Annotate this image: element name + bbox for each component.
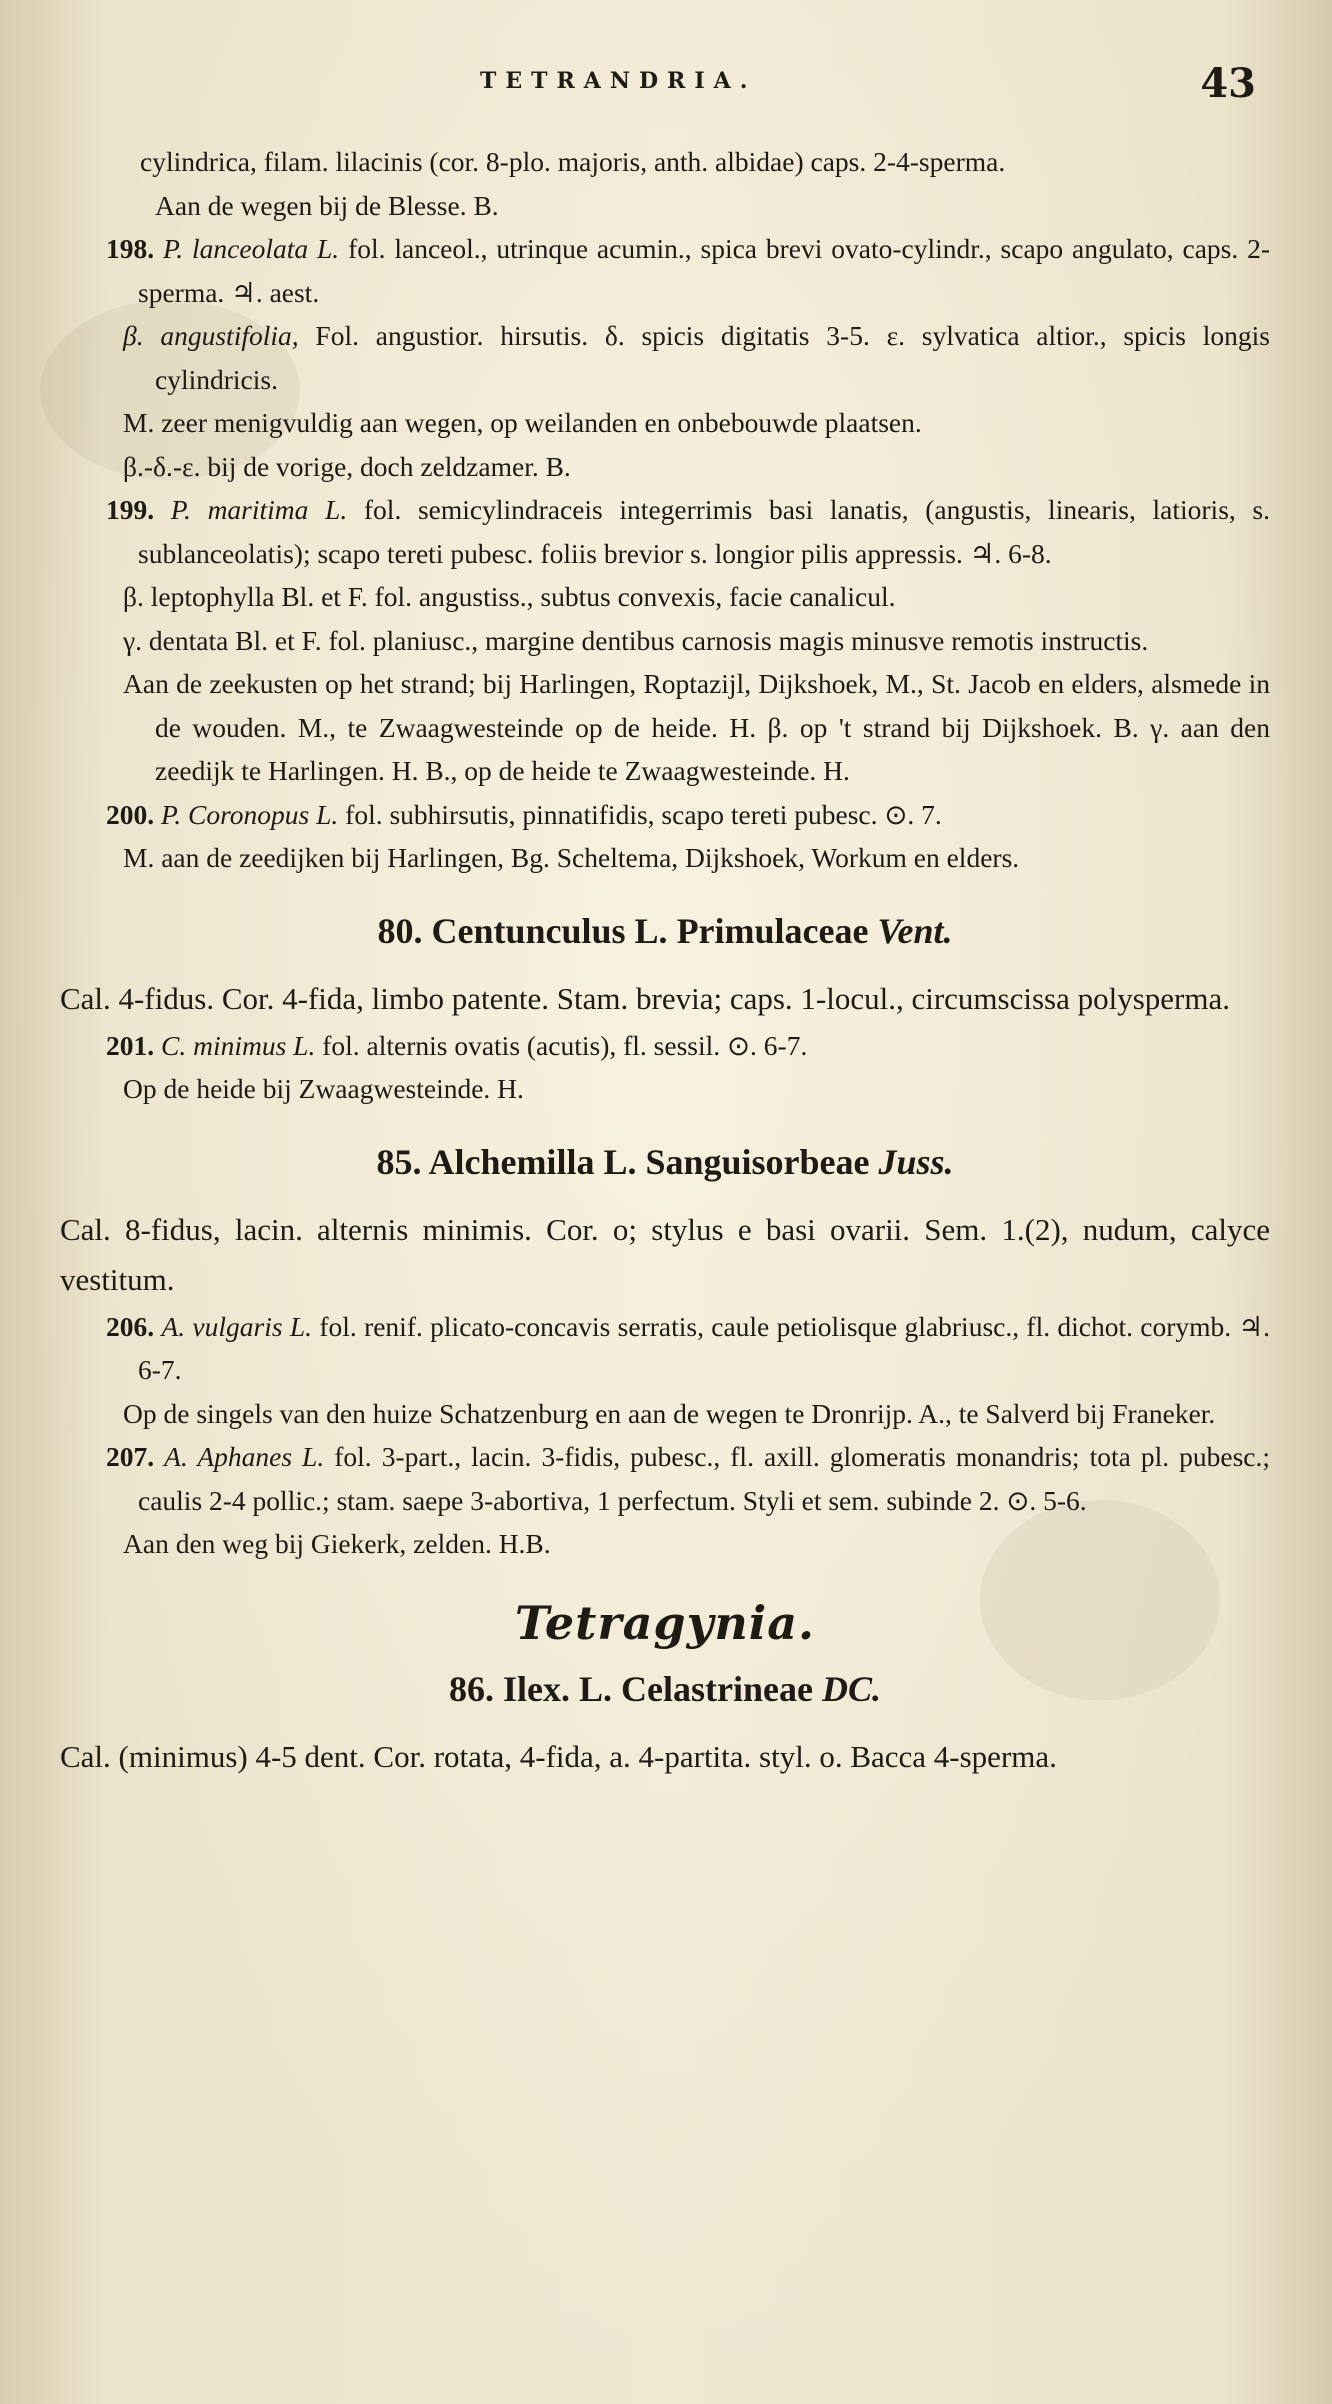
species-entry-207 [60, 1435, 1270, 1522]
species-name: P. maritima L. [170, 494, 348, 525]
species-number: 206. [106, 1310, 155, 1342]
species-entry-198 [60, 227, 1270, 314]
variety-entry: β. leptophylla Bl. et F. fol. angustiss., subtus convexis, facie canalicul. [123, 581, 896, 612]
page-number: 43 [1200, 60, 1256, 107]
species-name: P. Coronopus L. [161, 798, 339, 830]
genus-heading-85 [60, 1139, 1270, 1185]
section-title: Tetragynia. [514, 1595, 816, 1650]
species-number: 199. [106, 494, 155, 525]
family-name: Sanguisorbeae [645, 1141, 870, 1182]
species-description: fol. subhirsutis, pinnatifidis, scapo tereti pubesc. ⊙. 7. [345, 798, 942, 830]
species-description: fol. semicylindraceis integerrimis basi lanatis, (angustis, linearis, latioris, s. sublanceolatis); scapo tereti pubesc. foliis brevior s. longior pilis appressis. ♃. 6-8. [138, 494, 1271, 569]
species-number: 207. [106, 1441, 155, 1472]
continued-line: cylindrica, filam. lilacinis (cor. 8-plo. majoris, anth. albidae) caps. 2-4-sperma. [140, 146, 1006, 177]
locality-line: Op de heide bij Zwaagwesteinde. H. [123, 1073, 524, 1104]
family-author: Vent. [877, 910, 953, 951]
family-name: Celastrineae [621, 1668, 813, 1709]
locality-line: Aan de zeekusten op het strand; bij Harlingen, Roptazijl, Dijkshoek, M., St. Jacob en elders, alsmede in de wouden. M., te Zwaagwesteinde op de heide. H. β. op 't strand bij Dijkshoek. B. γ. aan den zeedijk te Harlingen. H. B., op de heide te Zwaagwesteinde. H. [123, 668, 1270, 786]
genus-name: Ilex. L. [503, 1668, 613, 1709]
family-author: Juss. [878, 1141, 954, 1182]
species-entry-206 [60, 1305, 1270, 1392]
genus-name: Centunculus L. [431, 910, 668, 951]
genus-diagnosis: Cal. 8-fidus, lacin. alternis minimis. Cor. o; stylus e basi ovarii. Sem. 1.(2), nudum, calyce vestitum. [60, 1211, 1270, 1297]
genus-name: Alchemilla L. [428, 1141, 637, 1182]
locality-line: Aan den weg bij Giekerk, zelden. H.B. [123, 1528, 551, 1559]
genus-number: 86. [449, 1668, 495, 1709]
species-entry-199 [60, 488, 1270, 575]
species-entry-200 [60, 793, 1270, 837]
variety-entry [60, 314, 1270, 401]
species-name: C. minimus L. [161, 1029, 316, 1061]
genus-number: 80. [377, 910, 423, 951]
species-name: P. lanceolata L. [163, 233, 340, 264]
species-name: A. vulgaris L. [161, 1310, 313, 1342]
genus-heading-80 [60, 908, 1270, 954]
species-number: 200. [106, 798, 155, 830]
species-description: fol. 3-part., lacin. 3-fidis, pubesc., fl. axill. glomeratis monandris; tota pl. pubesc.; caulis 2-4 pollic.; stam. saepe 3-abortiva, 1 perfectum. Styli et sem. subinde 2. ⊙. 5-6. [138, 1441, 1270, 1516]
species-name: A. Aphanes L. [164, 1441, 325, 1472]
species-description: fol. alternis ovatis (acutis), fl. sessil. ⊙. 6-7. [322, 1029, 808, 1061]
locality-line: β.-δ.-ε. bij de vorige, doch zeldzamer. B. [123, 450, 571, 482]
variety-name: β. angustifolia, [123, 320, 299, 351]
genus-number: 85. [376, 1141, 422, 1182]
variety-description: Fol. angustior. hirsutis. δ. spicis digitatis 3-5. ε. sylvatica altior., spicis longis cylindricis. [155, 320, 1271, 395]
genus-diagnosis: Cal. (minimus) 4-5 dent. Cor. rotata, 4-fida, a. 4-partita. styl. o. Bacca 4-sperma. [60, 1738, 1057, 1774]
locality-line: Aan de wegen bij de Blesse. B. [155, 189, 499, 221]
species-number: 201. [106, 1029, 155, 1061]
species-number: 198. [106, 233, 155, 264]
species-description: fol. lanceol., utrinque acumin., spica brevi ovato-cylindr., scapo angulato, caps. 2-sperma. ♃. aest. [138, 233, 1271, 308]
family-name: Primulaceae [676, 910, 869, 951]
species-entry-201 [60, 1024, 1270, 1068]
page-header [0, 60, 1332, 110]
genus-heading-86 [60, 1666, 1270, 1712]
family-author: DC. [821, 1668, 881, 1709]
locality-line: Op de singels van den huize Schatzenburg en aan de wegen te Dronrijp. A., te Salverd bij Franeker. [123, 1397, 1216, 1429]
variety-entry: γ. dentata Bl. et F. fol. planiusc., margine dentibus carnosis magis minusve remotis instructis. [123, 624, 1149, 656]
species-description: fol. renif. plicato-concavis serratis, caule petiolisque glabriusc., fl. dichot. corymb. ♃. 6-7. [138, 1310, 1271, 1385]
locality-line: M. aan de zeedijken bij Harlingen, Bg. Scheltema, Dijkshoek, Workum en elders. [123, 842, 1020, 873]
page-body [60, 140, 1270, 1782]
genus-diagnosis: Cal. 4-fidus. Cor. 4-fida, limbo patente. Stam. brevia; caps. 1-locul., circumscissa polysperma. [60, 980, 1230, 1016]
locality-line: M. zeer menigvuldig aan wegen, op weilanden en onbebouwde plaatsen. [123, 407, 922, 438]
running-head: TETRANDRIA. [480, 68, 757, 94]
